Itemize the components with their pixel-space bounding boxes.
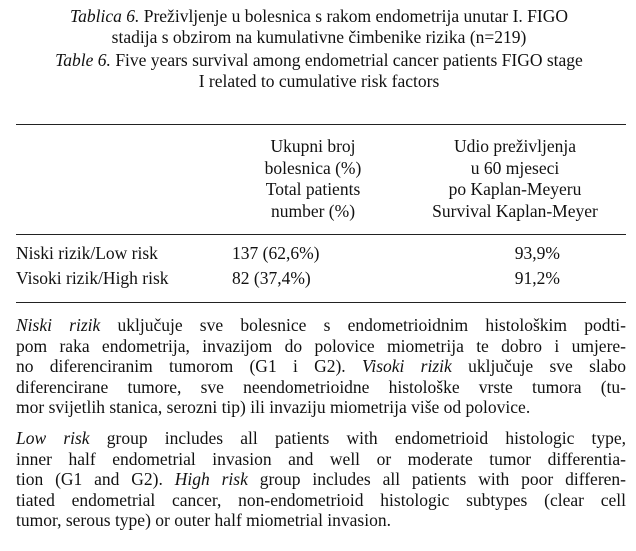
table-row [16,241,626,265]
header-line: Total patients [265,179,361,199]
row-patients-value: 82 (37,4%) [232,268,311,288]
header-line: Udio preživljenja [454,136,576,156]
table-caption-croatian [10,6,628,48]
footnote-line [16,428,626,449]
caption-en-line-2: I related to cumulative risk factors [198,71,440,91]
row-survival-value: 91,2% [514,268,560,288]
row-label: Niski rizik/Low risk [16,243,158,263]
footnote-line: mor svijetlih stanica, serozni tip) ili invaziju miometrija više od polovice. [16,397,531,417]
footnote-line: tumor, serous type) or outer half miometrial invasion. [16,510,391,530]
row-patients-value: 137 (62,6%) [232,243,320,263]
column-header-patients [220,136,406,222]
footnote-line [16,469,626,490]
table-footnote-english [16,428,626,531]
column-header-survival [412,136,618,222]
footnote-text: uključuje sve bolesnice s endometrioidnim histološkim podti- [117,315,626,335]
footnote-text: group includes all patients with poor differen- [259,469,626,489]
caption-en-label: Table 6. [55,50,111,70]
table-top-rule [16,124,626,125]
risk-term: Niski rizik [16,315,101,335]
caption-en-line-1 [10,50,628,71]
header-line: po Kaplan-Meyeru [448,179,582,199]
footnote-line: pom raka endometrija, invazijom do polovice miometrija te dobro i umjere- [16,335,626,356]
table-header-rule [16,234,626,235]
caption-hr-text-1: Preživljenje u bolesnica s rakom endometrija unutar I. FIGO [143,6,568,26]
footnote-text: group includes all patients with endometrioid histologic type, [106,428,627,448]
footnote-line: inner half endometrial invasion and well or moderate tumor differentia- [16,448,626,469]
row-label: Visoki rizik/High risk [16,268,169,288]
footnote-text: uključuje sve slabo [468,356,627,376]
caption-en-text-1: Five years survival among endometrial cancer patients FIGO stage [115,50,583,70]
header-line: bolesnica (%) [264,157,362,178]
header-line: number (%) [270,200,356,221]
table-bottom-rule [16,302,626,303]
header-line: u 60 mjeseci [470,157,560,178]
row-survival-value: 93,9% [514,243,560,263]
risk-term: Visoki rizik [361,356,452,376]
footnote-text: tion (G1 and G2). [16,469,163,489]
caption-hr-line-2: stadija s obzirom na kumulativne čimbenike rizika (n=219) [111,27,527,47]
table-caption-english [10,50,628,92]
footnote-text: no diferenciranim tumorom (G1 i G2). [16,356,346,376]
footnote-line [16,356,626,377]
header-line: Survival Kaplan-Meyer [432,200,598,221]
risk-term: Low risk [16,428,90,448]
footnote-line: tiated endometrial cancer, non-endometrioid histologic subtypes (clear cell [16,489,626,510]
caption-hr-label: Tablica 6. [69,6,140,26]
footnote-line [16,315,626,336]
footnote-line: diferencirane tumore, sve neendometrioidne histološke vrste tumora (tu- [16,376,626,397]
table-footnote-croatian [16,315,626,418]
table-row [16,266,626,290]
caption-hr-line-1 [10,6,628,27]
header-line: Ukupni broj [270,136,356,156]
risk-term: High risk [174,469,248,489]
